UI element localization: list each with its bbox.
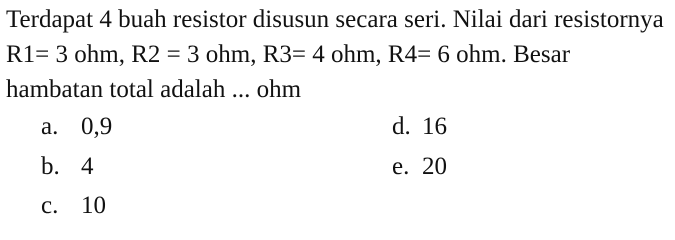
option-value: 0,9 — [81, 113, 113, 140]
question-text: Terdapat 4 buah resistor disusun secara seri. Nilai dari resistornya R1= 3 ohm, R2 = 3 ohm, R3= 4 ohm, R4= 6 ohm. Besar hambatan total adalah ... ohm — [6, 6, 664, 103]
option-letter: a. — [41, 113, 59, 140]
option-d[interactable] — [392, 112, 447, 142]
option-letter: c. — [41, 192, 59, 219]
option-letter: e. — [392, 153, 410, 180]
option-c[interactable] — [41, 191, 106, 221]
option-value: 10 — [81, 192, 106, 219]
option-b[interactable] — [41, 152, 94, 182]
option-value: 4 — [81, 153, 94, 180]
option-letter: b. — [41, 153, 60, 180]
option-e[interactable] — [392, 152, 447, 182]
option-value: 20 — [422, 153, 447, 180]
option-value: 16 — [422, 113, 447, 140]
option-letter: d. — [392, 113, 411, 140]
option-a[interactable] — [41, 112, 112, 142]
